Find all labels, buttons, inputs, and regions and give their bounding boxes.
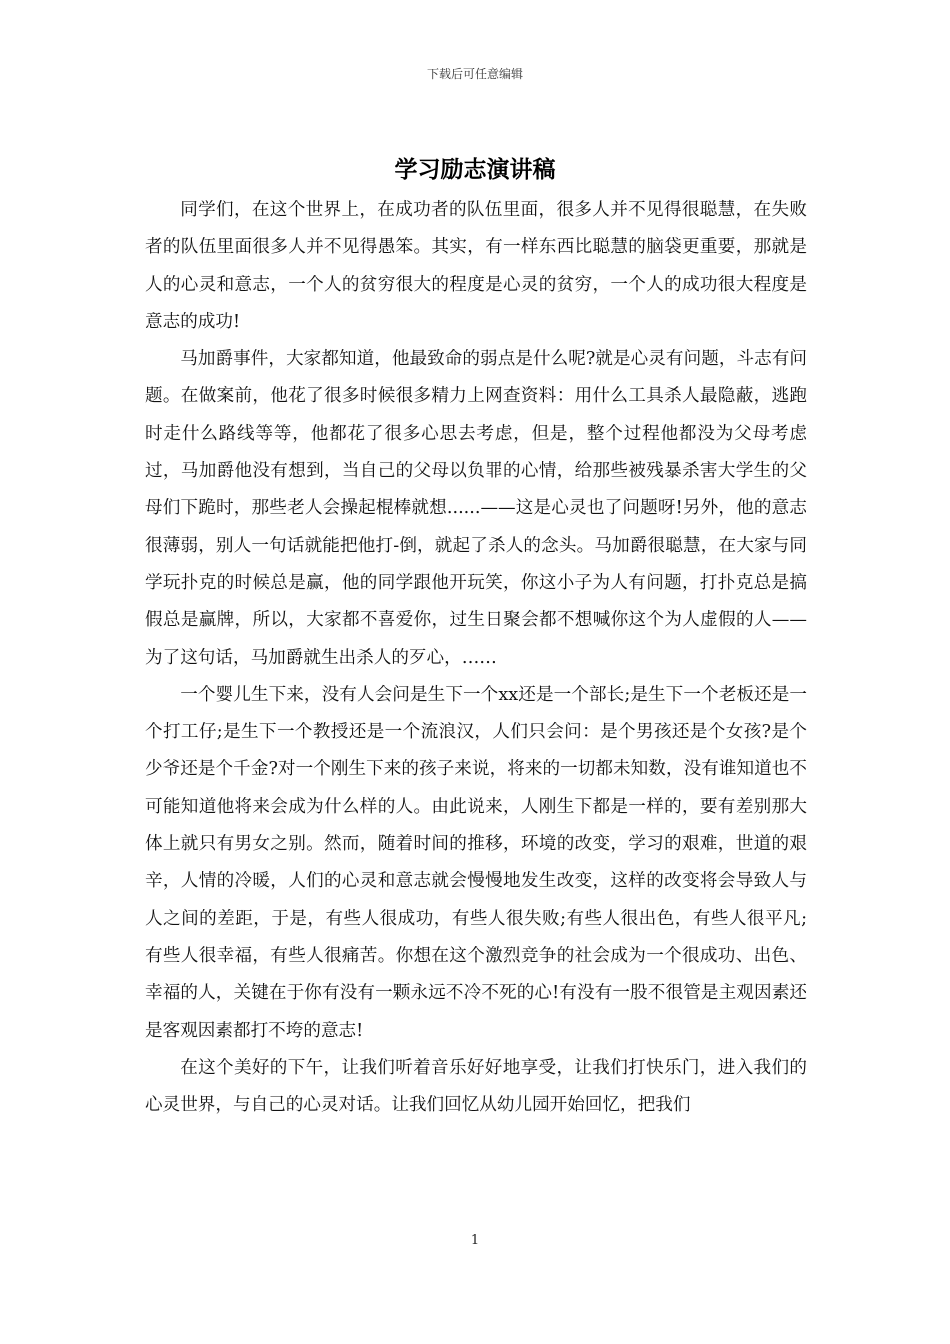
page-header-note: 下载后可任意编辑 (426, 67, 523, 81)
paragraph-3: 一个婴儿生下来，没有人会问是生下一个xx还是一个部长;是生下一个老板还是一个打工仔;是生下一个教授还是一个流浪汉，人们只会问：是个男孩还是个女孩?是个少爷还是个千金?对一个刚生下来的孩子来说，将来的一切都未知数，没有谁知道也不可能知道他将来会成为什么样的人。由此说来，人刚生下都是一样的，要有差别那大体上就只有男女之别。然而，随着时间的推移，环境的改变，学习的艰难，世道的艰辛，人情的冷暖，人们的心灵和意志就会慢慢地发生改变，这样的改变将会导致人与人之间的差距，于是，有些人很成功，有些人很失败;有些人很出色，有些人很平凡;有些人很幸福，有些人很痛苦。你想在这个激烈竞争的社会成为一个很成功、出色、幸福的人，关键在于你有没有一颗永远不冷不死的心!有没有一股不很管是主观因素还是客观因素都打不垮的意志! (145, 684, 807, 1041)
paragraph-1: 同学们，在这个世界上，在成功者的队伍里面，很多人并不见得很聪慧，在失败者的队伍里面很多人并不见得愚笨。其实，有一样东西比聪慧的脑袋更重要，那就是人的心灵和意志，一个人的贫穷很大的程度是心灵的贫穷，一个人的成功很大程度是意志的成功! (145, 200, 807, 332)
page-number: 1 (470, 1233, 480, 1248)
paragraph-4: 在这个美好的下午，让我们听着音乐好好地享受，让我们打快乐门，进入我们的心灵世界，与自己的心灵对话。让我们回忆从幼儿园开始回忆，把我们 (145, 1057, 807, 1116)
document-title: 学习励志演讲稿 (394, 156, 556, 183)
paragraph-2: 马加爵事件，大家都知道，他最致命的弱点是什么呢?就是心灵有问题，斗志有问题。在做案前，他花了很多时候很多精力上网查资料：用什么工具杀人最隐蔽，逃跑时走什么路线等等，他都花了很多心思去考虑，但是，整个过程他都没为父母考虑过，马加爵他没有想到，当自己的父母以负罪的心情，给那些被残暴杀害大学生的父母们下跪时，那些老人会操起棍棒就想......——这是心灵也了问题呀!另外，他的意志很薄弱，别人一句话就能把他打-倒，就起了杀人的念头。马加爵很聪慧，在大家与同学玩扑克的时候总是赢，他的同学跟他开玩笑，你这小子为人有问题，打扑克总是搞假总是赢牌，所以，大家都不喜爱你，过生日聚会都不想喊你这个为人虚假的人——为了这句话，马加爵就生出杀人的歹心，…… (145, 349, 807, 668)
document-body (145, 192, 807, 1124)
